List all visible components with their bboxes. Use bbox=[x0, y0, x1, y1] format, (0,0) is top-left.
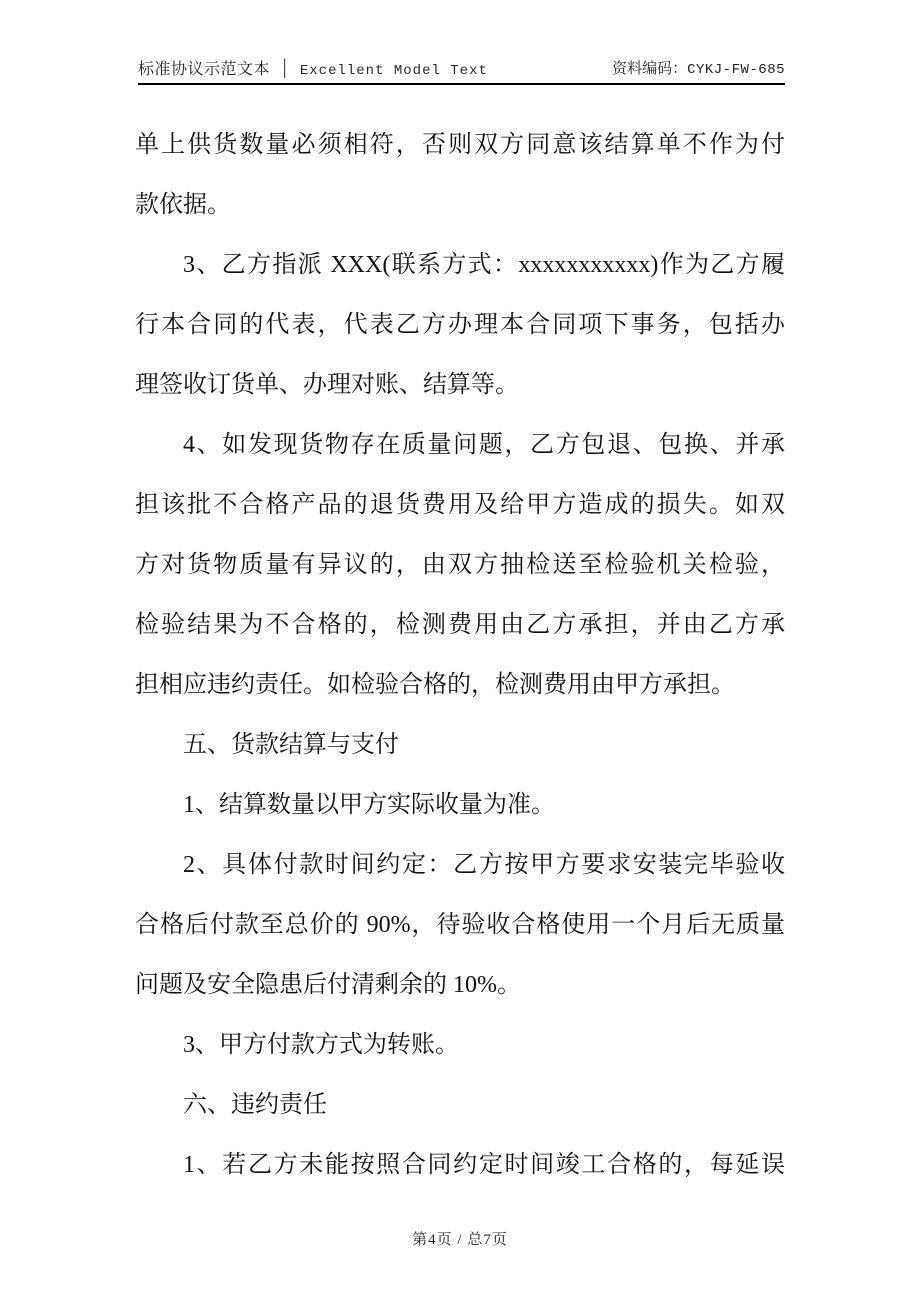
body-line: 检验结果为不合格的，检测费用由乙方承担，并由乙方承 bbox=[135, 612, 785, 638]
header-doc-type bbox=[138, 56, 488, 79]
header-divider-rule bbox=[138, 83, 785, 85]
header-doc-code bbox=[612, 57, 785, 78]
body-line: 单上供货数量必须相符，否则双方同意该结算单不作为付 bbox=[135, 132, 785, 158]
body-line: 担该批不合格产品的退货费用及给甲方造成的损失。如双 bbox=[135, 492, 785, 518]
body-line: 3、甲方付款方式为转账。 bbox=[183, 1032, 459, 1058]
body-line: 问题及安全隐患后付清剩余的 10%。 bbox=[135, 972, 521, 998]
body-line: 合格后付款至总价的 90%，待验收合格使用一个月后无质量 bbox=[135, 912, 785, 938]
body-line: 2、具体付款时间约定：乙方按甲方要求安装完毕验收 bbox=[183, 852, 785, 878]
section-heading: 五、货款结算与支付 bbox=[183, 732, 399, 758]
doc-code-value: CYKJ-FW-685 bbox=[687, 62, 785, 78]
page-number-indicator: 第4页 / 总7页 bbox=[412, 1232, 508, 1248]
header-doc-type-en: Excellent Model Text bbox=[299, 63, 488, 79]
page-header bbox=[138, 56, 785, 82]
section-heading: 六、违约责任 bbox=[183, 1092, 327, 1118]
document-body bbox=[135, 115, 785, 1195]
body-line: 4、如发现货物存在质量问题，乙方包退、包换、并承 bbox=[183, 432, 785, 458]
body-line: 1、若乙方未能按照合同约定时间竣工合格的，每延误 bbox=[183, 1152, 785, 1178]
body-line: 理签收订货单、办理对账、结算等。 bbox=[135, 372, 519, 398]
doc-code-label: 资料编码： bbox=[612, 61, 688, 77]
body-line: 款依据。 bbox=[135, 192, 231, 218]
body-line: 1、结算数量以甲方实际收量为准。 bbox=[183, 792, 555, 818]
body-line: 3、乙方指派 XXX(联系方式：xxxxxxxxxxx)作为乙方履 bbox=[183, 252, 785, 278]
body-line: 方对货物质量有异议的，由双方抽检送至检验机关检验， bbox=[135, 552, 785, 578]
header-doc-type-cn: 标准协议示范文本 bbox=[138, 61, 271, 78]
page-footer bbox=[0, 1228, 920, 1249]
body-line: 行本合同的代表，代表乙方办理本合同项下事务，包括办 bbox=[135, 312, 785, 338]
header-separator: │ bbox=[279, 60, 291, 77]
body-line: 担相应违约责任。如检验合格的，检测费用由甲方承担。 bbox=[135, 672, 735, 698]
